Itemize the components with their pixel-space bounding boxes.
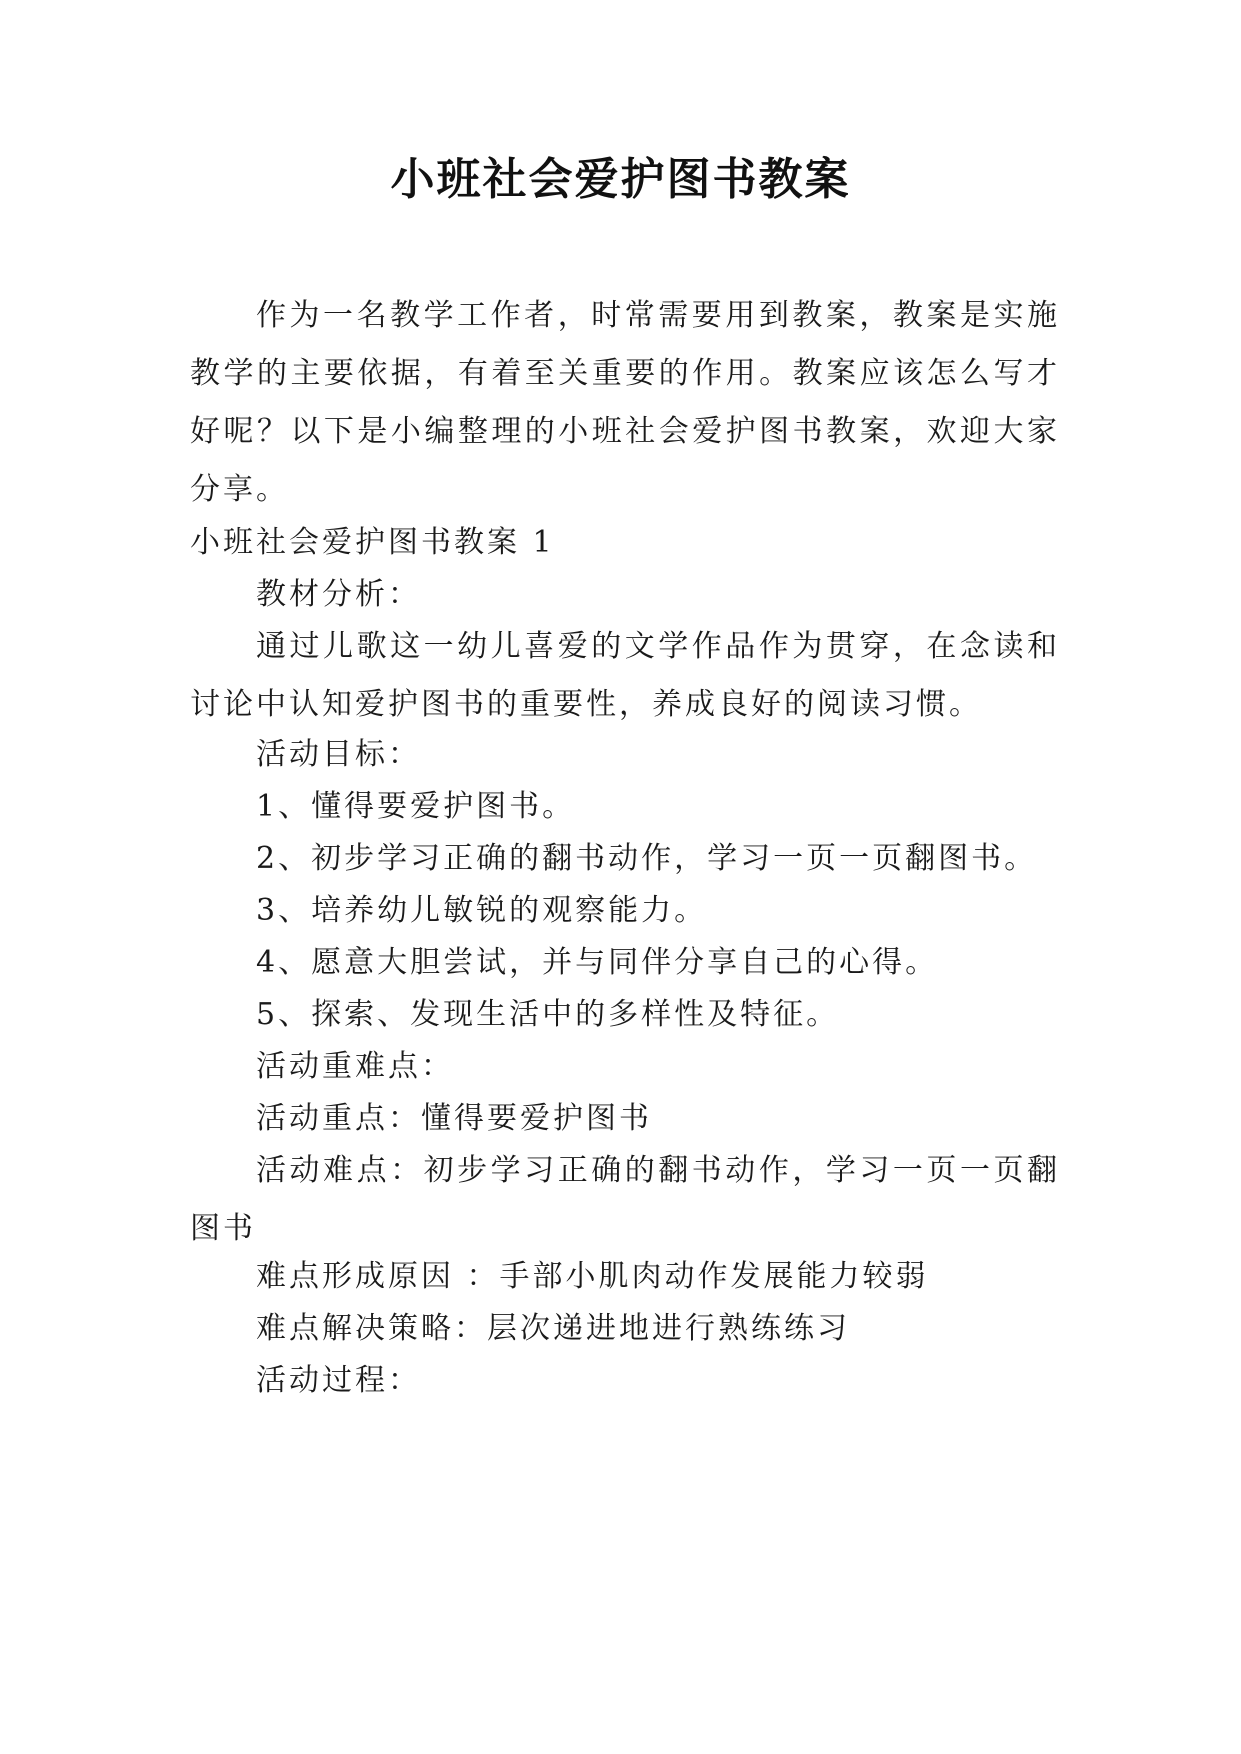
goals-label: 活动目标：	[256, 737, 421, 772]
goal-item-3: 3、培养幼儿敏锐的观察能力。	[256, 893, 708, 928]
goal-item-5: 5、探索、发现生活中的多样性及特征。	[256, 997, 840, 1032]
goal-item-1: 1、懂得要爱护图书。	[256, 789, 576, 824]
goal-item-4: 4、愿意大胆尝试，并与同伴分享自己的心得。	[256, 945, 939, 980]
section-heading: 小班社会爱护图书教案 1	[190, 525, 555, 560]
material-analysis-label: 教材分析：	[256, 577, 421, 612]
difficulty-cause: 难点形成原因 ：手部小肌肉动作发展能力较弱	[256, 1259, 929, 1294]
key-difficult-label: 活动重难点：	[256, 1049, 454, 1084]
material-analysis-paragraph: 通过儿歌这一幼儿喜爱的文学作品作为贯穿，在念读和讨论中认知爱护图书的重要性，养成良好的阅读习惯。	[190, 629, 1060, 722]
page-title: 小班社会爱护图书教案	[390, 154, 851, 205]
difficult-point: 活动难点：初步学习正确的翻书动作，学习一页一页翻图书	[190, 1153, 1060, 1246]
process-label: 活动过程：	[256, 1363, 421, 1398]
intro-paragraph: 作为一名教学工作者，时常需要用到教案，教案是实施教学的主要依据，有着至关重要的作用。教案应该怎么写才好呢？以下是小编整理的小班社会爱护图书教案，欢迎大家分享。	[190, 298, 1060, 507]
goal-item-2: 2、初步学习正确的翻书动作，学习一页一页翻图书。	[256, 841, 1038, 876]
difficulty-strategy: 难点解决策略：层次递进地进行熟练练习	[256, 1311, 850, 1346]
key-point: 活动重点：懂得要爱护图书	[256, 1101, 652, 1136]
